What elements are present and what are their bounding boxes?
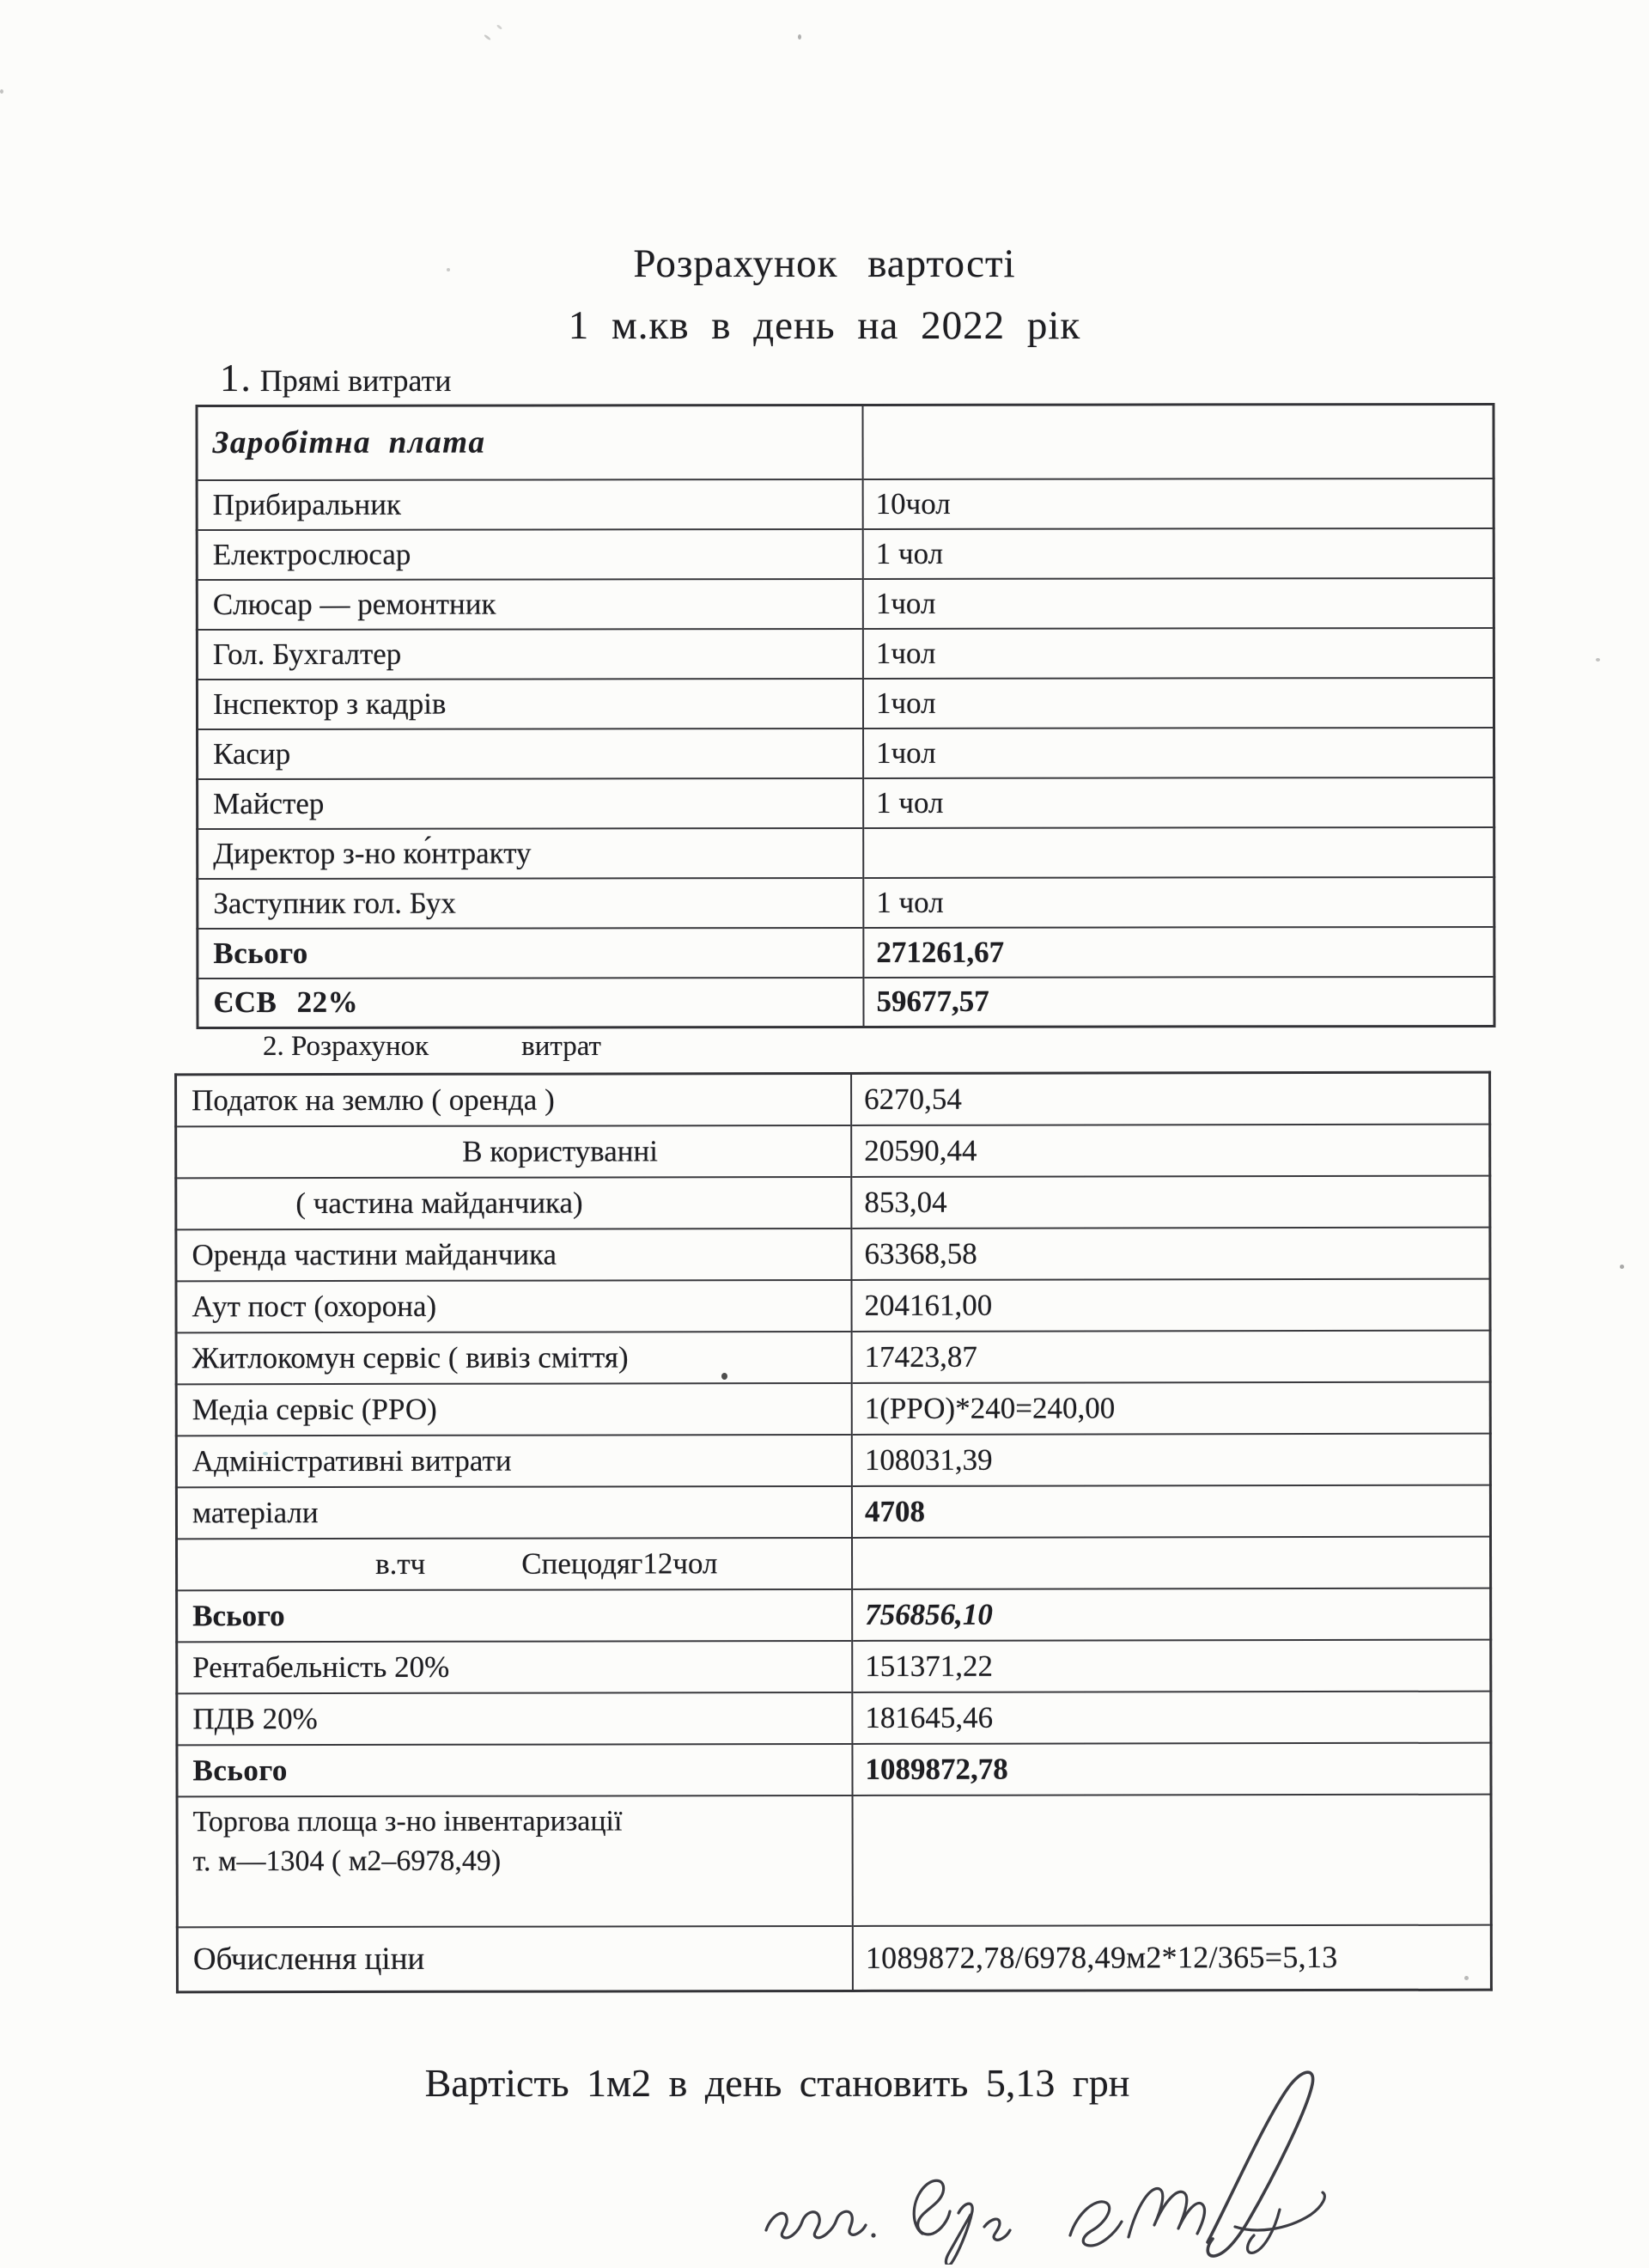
table-row (176, 1433, 1490, 1487)
row-label: Заробітна плата (212, 424, 486, 461)
row-value: 63368,58 (851, 1227, 1490, 1279)
row-value: 1 чол (863, 527, 1494, 578)
row-value: 1чол (863, 577, 1494, 628)
row-value: 151371,22 (852, 1639, 1491, 1692)
table-row (177, 1691, 1491, 1745)
table-row (176, 1381, 1490, 1436)
row-label: ЄСВ 22% (213, 985, 359, 1020)
row-value: 108031,39 (852, 1433, 1491, 1485)
row-label-line2: т. м—1304 ( м2–6978,49) (192, 1844, 502, 1877)
row-value: 853,04 (851, 1175, 1490, 1228)
table-row (176, 1330, 1490, 1384)
scan-speck (721, 1373, 727, 1380)
table-row (176, 1227, 1490, 1281)
scan-speck (1620, 1265, 1624, 1269)
row-value: 1089872,78 (852, 1742, 1491, 1795)
row-value: 756856,10 (852, 1588, 1491, 1640)
row-value: 271261,67 (863, 926, 1494, 977)
table-row (197, 478, 1494, 529)
table-row (176, 1278, 1490, 1332)
scan-speck (496, 24, 502, 30)
table-row (197, 627, 1494, 679)
row-label-part2: Спецодяг12чол (521, 1546, 718, 1581)
table-row (197, 577, 1494, 629)
row-label: Всього (213, 936, 308, 970)
scan-speck (1464, 1976, 1469, 1980)
row-label: Всього (192, 1753, 288, 1787)
row-value: 6270,54 (851, 1072, 1490, 1125)
row-label: ПДВ 20% (192, 1701, 318, 1735)
footer-statement: Вартість 1м2 в день становить 5,13 грн (424, 2061, 1130, 2105)
row-label: Рентабельність 20% (192, 1649, 450, 1684)
document-title-line1: Розрахунок вартості (633, 241, 1016, 286)
table-row-price-calculation (177, 1924, 1491, 1992)
row-label: В користуванні (462, 1133, 658, 1168)
row-label: Аут пост (охорона) (192, 1289, 437, 1323)
table-row-materials (176, 1485, 1490, 1539)
scan-speck (1596, 658, 1600, 662)
row-label: Майстер (213, 786, 325, 820)
table-row-grand-total (177, 1742, 1491, 1796)
row-value: 1 чол (863, 777, 1494, 827)
row-label: Житлокомун сервіс ( вивіз сміття) (192, 1339, 629, 1375)
row-label: Адміністративні витрати (192, 1443, 512, 1478)
table-row (197, 677, 1494, 729)
row-label: Слюсар — ремонтник (212, 587, 496, 621)
table-row-total (198, 926, 1494, 978)
row-label: Оренда частини майданчика (192, 1237, 557, 1271)
row-value: 204161,00 (851, 1278, 1490, 1331)
table-row (197, 527, 1494, 579)
scan-speck (484, 34, 491, 41)
row-value (863, 826, 1494, 877)
table-row (177, 1536, 1491, 1590)
signature-ink-strokes (754, 2058, 1372, 2265)
row-value: 10чол (863, 478, 1494, 528)
table-row-area-note (177, 1794, 1491, 1927)
document-title-line2: 1 м.кв в день на 2022 рік (568, 303, 1081, 348)
row-value: 181645,46 (852, 1691, 1491, 1743)
row-value: 1 чол (863, 876, 1494, 927)
table-row (198, 876, 1494, 928)
table-row (176, 1072, 1490, 1126)
row-label: матеріали (192, 1495, 319, 1529)
row-label: Медіа сервіс (РРО) (192, 1392, 437, 1426)
row-label: Прибиральник (212, 487, 401, 521)
table-row (177, 1639, 1491, 1693)
row-label: Всього (192, 1598, 285, 1632)
table-row (198, 727, 1494, 778)
section1-label: Прямі витрати (259, 363, 452, 398)
table-row (198, 777, 1494, 828)
row-label: Касир (213, 736, 291, 771)
scan-speck (0, 89, 3, 94)
row-label: Інспектор з кадрів (212, 686, 447, 721)
section2-heading (263, 1031, 601, 1063)
section1-number: 1. (220, 357, 253, 399)
scan-speck (263, 1452, 268, 1455)
row-value: 4708 (852, 1485, 1491, 1537)
table-row-esv (198, 976, 1494, 1027)
row-value (853, 1794, 1492, 1925)
row-value (862, 404, 1494, 479)
expenses-table (174, 1071, 1493, 1994)
row-label: Заступник гол. Бух (213, 886, 456, 920)
table-row (197, 404, 1494, 479)
signature (754, 2058, 1372, 2265)
row-label: ( частина майданчика) (295, 1186, 583, 1220)
row-value: 20590,44 (851, 1124, 1490, 1176)
row-label: Гол. Бухгалтер (212, 637, 402, 671)
row-value: 1089872,78/6978,49м2*12/365=5,13 (853, 1924, 1492, 1991)
row-label: Податок на землю ( оренда ) (192, 1082, 555, 1118)
row-label-line1: Торгова площа з-но інвентаризації (192, 1804, 623, 1838)
table-row-subtotal (177, 1588, 1491, 1642)
row-value: 59677,57 (863, 976, 1494, 1027)
row-label: Обчислення ціни (192, 1941, 425, 1978)
row-value: 1чол (863, 677, 1494, 728)
section1-heading (220, 356, 452, 400)
scan-speck (798, 34, 801, 40)
direct-costs-table (195, 403, 1495, 1029)
table-row (198, 826, 1494, 878)
row-value (852, 1536, 1491, 1588)
row-value: 1чол (863, 627, 1494, 678)
row-label: Директор з-но ко́нтракту (213, 836, 532, 870)
table-row (176, 1124, 1490, 1178)
row-value: 1(РРО)*240=240,00 (852, 1381, 1491, 1434)
row-label: Електрослюсар (212, 537, 411, 571)
section2-label-part1: 2. Розрахунок (263, 1031, 429, 1062)
scan-speck (447, 268, 450, 271)
row-label (177, 1537, 853, 1589)
table-row (176, 1175, 1490, 1229)
row-value: 17423,87 (852, 1330, 1491, 1382)
section2-label-part2: витрат (521, 1031, 601, 1062)
row-label (177, 1795, 853, 1926)
row-label-part1: в.тч (375, 1546, 426, 1581)
row-value: 1чол (863, 727, 1494, 777)
